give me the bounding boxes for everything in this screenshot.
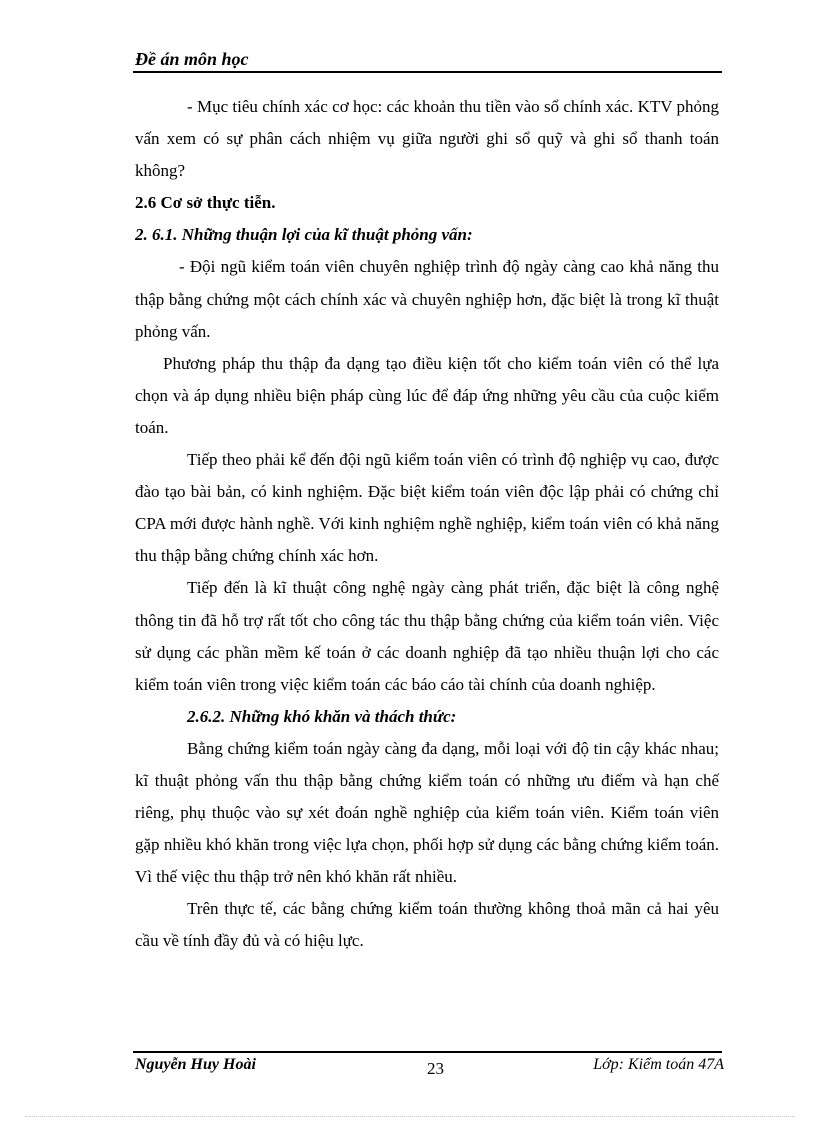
footer-divider [133, 1051, 722, 1053]
document-body [135, 91, 719, 958]
page-bottom-border [25, 1116, 795, 1117]
paragraph-methods: Phương pháp thu thập đa dạng tạo điều kiện tốt cho kiểm toán viên có thể lựa chọn và áp dụng nhiều biện pháp cùng lúc để đáp ứng những yêu cầu của cuộc kiểm toán. [135, 353, 719, 437]
paragraph-objective: - Mục tiêu chính xác cơ học: các khoản thu tiền vào sổ chính xác. KTV phỏng vấn xem có sự phân cách nhiệm vụ giữa người ghi sổ quỹ và ghi sổ thanh toán không? [135, 97, 719, 181]
footer-author: Nguyễn Huy Hoài [135, 1056, 256, 1073]
header-divider [133, 71, 722, 73]
subsection-heading-2-6-1: 2. 6.1. Những thuận lợi của kĩ thuật phỏng vấn: [135, 225, 473, 245]
document-header-title: Đề án môn học [135, 49, 249, 69]
document-footer [135, 1056, 724, 1080]
page-number: 23 [427, 1059, 444, 1078]
subsection-heading-2-6-2: 2.6.2. Những khó khăn và thách thức: [187, 706, 457, 726]
paragraph-difficulties: Bằng chứng kiểm toán ngày càng đa dạng, mỗi loại với độ tin cậy khác nhau; kĩ thuật phỏng vấn thu thập bằng chứng kiểm toán có những ưu điểm và hạn chế riêng, phụ thuộc vào sự xét đoán nghề nghiệp của kiểm toán viên. Kiểm toán viên gặp nhiều khó khăn trong việc lựa chọn, phối hợp sử dụng các bằng chứng kiểm toán. Vì thế việc thu thập trở nên khó khăn rất nhiều. [135, 738, 719, 887]
paragraph-qualification: Tiếp theo phải kể đến đội ngũ kiểm toán viên có trình độ nghiệp vụ cao, được đào tạo bài bản, có kinh nghiệm. Đặc biệt kiểm toán viên độc lập phải có chứng chỉ CPA mới được hành nghề. Với kinh nghiệm nghề nghiệp, kiểm toán viên có khả năng thu thập bằng chứng chính xác hơn. [135, 450, 719, 566]
section-heading-2-6: 2.6 Cơ sở thực tiễn. [135, 193, 276, 213]
paragraph-technology: Tiếp đến là kĩ thuật công nghệ ngày càng phát triển, đặc biệt là công nghệ thông tin đã hỗ trợ rất tốt cho công tác thu thập bằng chứng của kiểm toán viên. Việc sử dụng các phần mềm kế toán ở các doanh nghiệp đã tạo nhiều thuận lợi cho các kiểm toán viên trong việc kiểm toán các báo cáo tài chính của doanh nghiệp. [135, 578, 719, 694]
footer-class-label: Lớp: Kiểm toán 47A [593, 1056, 724, 1073]
paragraph-reality: Trên thực tế, các bằng chứng kiểm toán thường không thoả mãn cả hai yêu cầu về tính đầy đủ và có hiệu lực. [135, 899, 719, 951]
paragraph-team: - Đội ngũ kiểm toán viên chuyên nghiệp trình độ ngày càng cao khả năng thu thập bằng chứng một cách chính xác và chuyên nghiệp hơn, đặc biệt là trong kĩ thuật phỏng vấn. [135, 257, 719, 341]
